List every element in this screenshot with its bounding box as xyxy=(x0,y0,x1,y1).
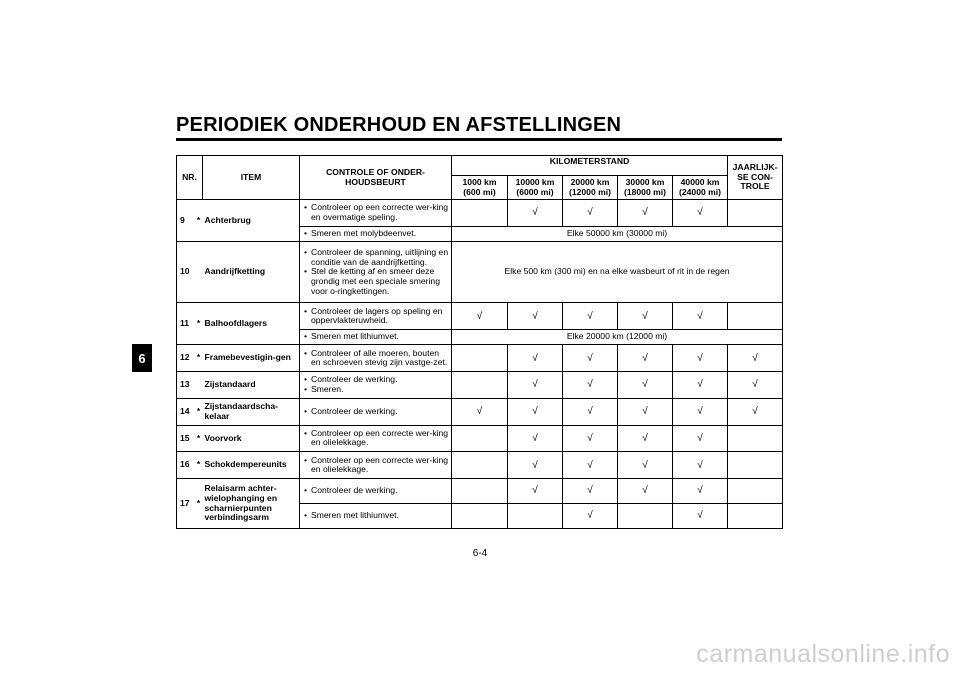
check-mark-cell: √ xyxy=(563,452,618,479)
check-list xyxy=(302,456,449,475)
check-mark-cell xyxy=(452,425,508,452)
item-name: Framebevestigin-gen xyxy=(203,345,300,372)
item-star: * xyxy=(195,452,203,479)
check-mark-cell: √ xyxy=(728,345,783,372)
item-star: * xyxy=(195,425,203,452)
check-mark-cell: √ xyxy=(618,398,673,425)
check-cell xyxy=(300,345,452,372)
check-mark-cell xyxy=(452,479,508,504)
page-number: 6-4 xyxy=(472,548,488,559)
item-star: * xyxy=(195,200,203,242)
item-number: 11 xyxy=(177,303,195,345)
item-star: * xyxy=(195,345,203,372)
check-mark-cell xyxy=(452,345,508,372)
check-mark-cell xyxy=(728,303,783,330)
check-item: • Controleer de werking. xyxy=(302,486,449,496)
watermark: carmanualsonline.info xyxy=(696,640,950,668)
check-cell xyxy=(300,504,452,529)
check-mark-cell: √ xyxy=(563,425,618,452)
check-mark-cell: √ xyxy=(618,303,673,330)
check-item: • Smeren met lithiumvet. xyxy=(302,332,449,342)
item-number: 9 xyxy=(177,200,195,242)
check-mark-cell xyxy=(728,425,783,452)
check-list xyxy=(302,511,449,521)
check-item: • Smeren met molybdeenvet. xyxy=(302,229,449,239)
header-km-2: 10000 km (6000 mi) xyxy=(508,176,563,200)
check-mark-cell: √ xyxy=(618,200,673,227)
check-mark-cell: √ xyxy=(673,398,728,425)
item-name: Relaisarm achter-wielophanging en scharnierpunten verbindingsarm xyxy=(203,479,300,529)
check-item: • Controleer op een correcte wer-king en overmatige speling. xyxy=(302,203,449,222)
check-list xyxy=(302,375,449,394)
chapter-tab: 6 xyxy=(132,344,152,372)
check-mark-cell: √ xyxy=(508,372,563,399)
check-item: • Controleer op een correcte wer-king en olielekkage. xyxy=(302,429,449,448)
check-mark-cell: √ xyxy=(508,425,563,452)
header-row xyxy=(177,156,783,176)
header-controle: CONTROLE OF ONDER-HOUDSBEURT xyxy=(300,156,452,200)
check-mark-cell: √ xyxy=(728,372,783,399)
check-mark-cell: √ xyxy=(563,372,618,399)
table-row xyxy=(177,241,783,302)
check-mark-cell: √ xyxy=(673,479,728,504)
check-cell xyxy=(300,398,452,425)
header-kilometerstand: KILOMETERSTAND xyxy=(452,156,728,176)
interval-text: Elke 500 km (300 mi) en na elke wasbeurt of rit in de regen xyxy=(452,241,783,302)
check-mark-cell: √ xyxy=(563,345,618,372)
table-row xyxy=(177,372,783,399)
check-mark-cell: √ xyxy=(728,398,783,425)
item-name: Achterbrug xyxy=(203,200,300,242)
check-mark-cell xyxy=(728,504,783,529)
item-name: Zijstandaardscha-kelaar xyxy=(203,398,300,425)
item-number: 17 xyxy=(177,479,195,529)
header-km-4: 30000 km (18000 mi) xyxy=(618,176,673,200)
check-cell xyxy=(300,479,452,504)
check-mark-cell: √ xyxy=(618,425,673,452)
check-item: • Controleer de lagers op speling en oppervlakteruwheid. xyxy=(302,307,449,326)
header-km-1: 1000 km (600 mi) xyxy=(452,176,508,200)
item-star xyxy=(195,372,203,399)
check-mark-cell: √ xyxy=(508,479,563,504)
check-cell xyxy=(300,425,452,452)
check-list xyxy=(302,407,449,417)
maintenance-table xyxy=(176,155,783,529)
interval-text: Elke 50000 km (30000 mi) xyxy=(452,226,783,241)
check-list xyxy=(302,486,449,496)
item-name: Aandrijfketting xyxy=(203,241,300,302)
check-mark-cell: √ xyxy=(563,303,618,330)
check-item: • Controleer de spanning, uitlijning en conditie van de aandrijfketting. xyxy=(302,248,449,267)
item-number: 13 xyxy=(177,372,195,399)
item-number: 14 xyxy=(177,398,195,425)
check-mark-cell: √ xyxy=(618,372,673,399)
check-mark-cell xyxy=(618,504,673,529)
item-number: 10 xyxy=(177,241,195,302)
check-mark-cell xyxy=(728,479,783,504)
check-item: • Controleer of alle moeren, bouten en schroeven stevig zijn vastge-zet. xyxy=(302,349,449,368)
check-mark-cell: √ xyxy=(673,425,728,452)
item-name: Schokdempereunits xyxy=(203,452,300,479)
item-number: 15 xyxy=(177,425,195,452)
check-mark-cell: √ xyxy=(563,200,618,227)
check-mark-cell xyxy=(452,200,508,227)
check-mark-cell: √ xyxy=(563,504,618,529)
check-cell xyxy=(300,303,452,330)
item-number: 16 xyxy=(177,452,195,479)
check-mark-cell: √ xyxy=(673,200,728,227)
check-mark-cell xyxy=(508,504,563,529)
check-mark-cell: √ xyxy=(618,479,673,504)
item-star: * xyxy=(195,479,203,529)
header-nr: NR. xyxy=(177,156,203,200)
header-annual: JAARLIJK-SE CON-TROLE xyxy=(728,156,783,200)
table-row xyxy=(177,479,783,504)
item-name: Voorvork xyxy=(203,425,300,452)
table-row xyxy=(177,303,783,330)
check-item: • Controleer de werking. xyxy=(302,375,449,385)
header-km-3: 20000 km (12000 mi) xyxy=(563,176,618,200)
title-rule xyxy=(176,138,782,141)
check-list xyxy=(302,429,449,448)
check-list xyxy=(302,248,449,296)
check-item: • Stel de ketting af en smeer deze grondig met een speciale smering voor o-ringkettingen. xyxy=(302,267,449,296)
check-mark-cell xyxy=(452,372,508,399)
interval-text: Elke 20000 km (12000 mi) xyxy=(452,330,783,345)
check-mark-cell xyxy=(728,200,783,227)
check-mark-cell xyxy=(728,452,783,479)
page-title: PERIODIEK ONDERHOUD EN AFSTELLINGEN xyxy=(176,114,622,136)
header-km-5: 40000 km (24000 mi) xyxy=(673,176,728,200)
header-item: ITEM xyxy=(203,156,300,200)
table-row xyxy=(177,200,783,227)
check-mark-cell: √ xyxy=(452,398,508,425)
check-cell xyxy=(300,330,452,345)
check-mark-cell: √ xyxy=(508,303,563,330)
check-mark-cell: √ xyxy=(508,398,563,425)
check-list xyxy=(302,203,449,222)
check-list xyxy=(302,349,449,368)
check-mark-cell: √ xyxy=(508,345,563,372)
check-mark-cell xyxy=(452,504,508,529)
check-item: • Controleer de werking. xyxy=(302,407,449,417)
table-row xyxy=(177,398,783,425)
check-mark-cell: √ xyxy=(563,479,618,504)
item-number: 12 xyxy=(177,345,195,372)
check-mark-cell: √ xyxy=(508,200,563,227)
check-mark-cell: √ xyxy=(508,452,563,479)
check-item: • Controleer op een correcte wer-king en olielekkage. xyxy=(302,456,449,475)
table-row xyxy=(177,425,783,452)
check-item: • Smeren met lithiumvet. xyxy=(302,511,449,521)
check-mark-cell: √ xyxy=(673,452,728,479)
item-star: * xyxy=(195,303,203,345)
check-cell xyxy=(300,226,452,241)
item-name: Balhoofdlagers xyxy=(203,303,300,345)
check-list xyxy=(302,229,449,239)
check-cell xyxy=(300,372,452,399)
table-row xyxy=(177,452,783,479)
item-star xyxy=(195,241,203,302)
item-name: Zijstandaard xyxy=(203,372,300,399)
item-star: * xyxy=(195,398,203,425)
check-list xyxy=(302,332,449,342)
table-row xyxy=(177,345,783,372)
check-mark-cell: √ xyxy=(673,303,728,330)
check-list xyxy=(302,307,449,326)
check-mark-cell: √ xyxy=(563,398,618,425)
check-cell xyxy=(300,241,452,302)
check-cell xyxy=(300,452,452,479)
check-mark-cell: √ xyxy=(618,452,673,479)
check-mark-cell xyxy=(452,452,508,479)
check-mark-cell: √ xyxy=(618,345,673,372)
check-cell xyxy=(300,200,452,227)
check-mark-cell: √ xyxy=(452,303,508,330)
check-item: • Smeren. xyxy=(302,385,449,395)
check-mark-cell: √ xyxy=(673,345,728,372)
check-mark-cell: √ xyxy=(673,504,728,529)
check-mark-cell: √ xyxy=(673,372,728,399)
